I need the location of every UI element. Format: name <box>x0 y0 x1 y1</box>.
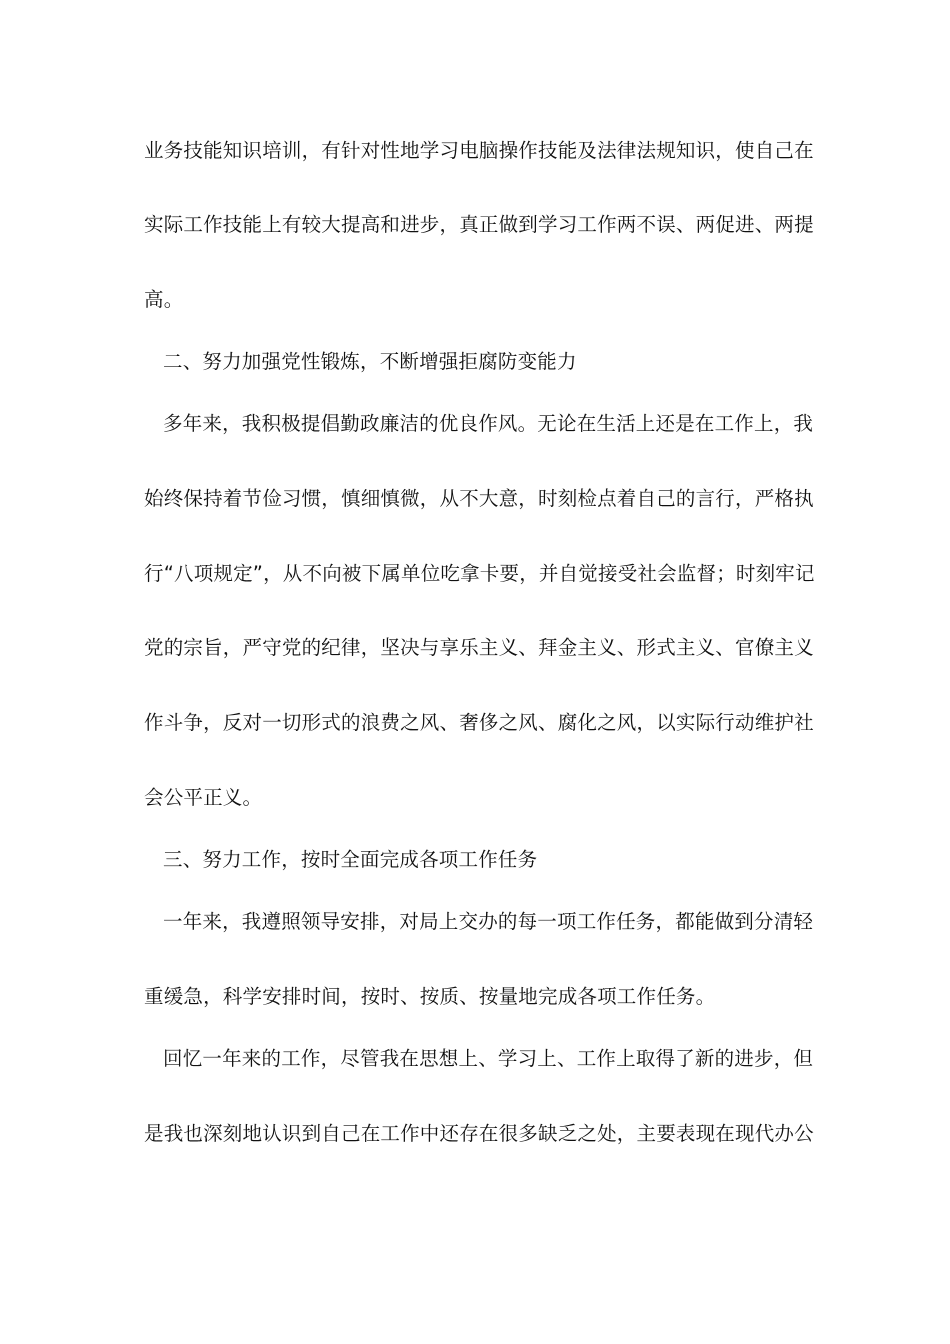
text-line: 行“八项规定”，从不向被下属单位吃拿卡要，并自觉接受社会监督；时刻牢记 <box>144 562 815 585</box>
text-line: 会公平正义。 <box>144 786 263 809</box>
text-line: 回忆一年来的工作，尽管我在思想上、学习上、工作上取得了新的进步，但 <box>163 1047 814 1070</box>
text-line: 多年来，我积极提倡勤政廉洁的优良作风。无论在生活上还是在工作上，我 <box>163 412 814 435</box>
text-line: 高。 <box>144 288 184 311</box>
section-heading: 二、努力加强党性锻炼，不断增强拒腐防变能力 <box>163 350 577 373</box>
text-line: 是我也深刻地认识到自己在工作中还存在很多缺乏之处，主要表现在现代办公 <box>144 1122 814 1145</box>
text-line: 始终保持着节俭习惯，慎细慎微，从不大意，时刻检点着自己的言行，严格执 <box>144 487 814 510</box>
text-line: 重缓急，科学安排时间，按时、按质、按量地完成各项工作任务。 <box>144 985 716 1008</box>
text-line: 党的宗旨，严守党的纪律，坚决与享乐主义、拜金主义、形式主义、官僚主义 <box>144 636 814 659</box>
text-line: 实际工作技能上有较大提高和进步，真正做到学习工作两不误、两促进、两提 <box>144 213 814 236</box>
text-line: 作斗争，反对一切形式的浪费之风、奢侈之风、腐化之风，以实际行动维护社 <box>144 711 814 734</box>
text-line: 业务技能知识培训，有针对性地学习电脑操作技能及法律法规知识，使自己在 <box>144 139 814 162</box>
text-line: 一年来，我遵照领导安排，对局上交办的每一项工作任务，都能做到分清轻 <box>163 910 814 933</box>
section-heading: 三、努力工作，按时全面完成各项工作任务 <box>163 848 538 871</box>
